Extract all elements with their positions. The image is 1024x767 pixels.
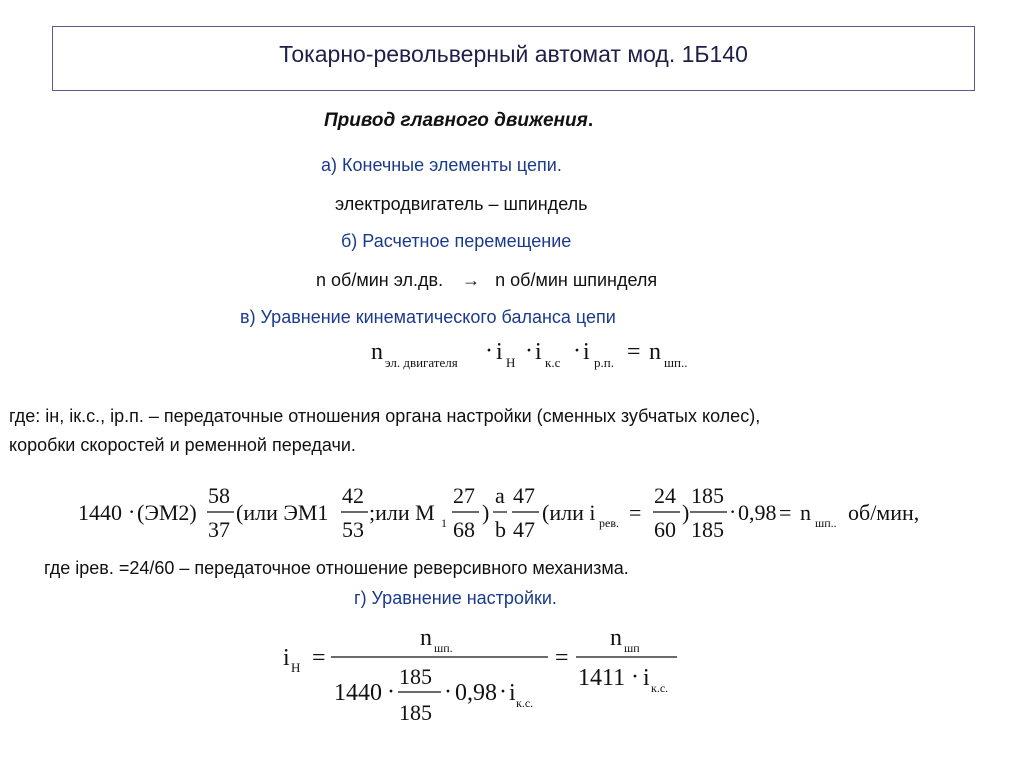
tdot-1: · [387, 679, 395, 705]
frac3-den: 68 [453, 517, 475, 542]
eq-2: = [555, 645, 569, 671]
where-text-2: коробки скоростей и ременной передачи. [9, 435, 356, 455]
eq-rev: = [629, 500, 642, 525]
i-ks-t: i [509, 680, 516, 706]
n-spindle: n [649, 339, 661, 365]
m1-subscript: 1 [441, 516, 447, 530]
tdot-2: · [444, 679, 452, 705]
ks-subscript-t: к.с. [516, 696, 534, 710]
where-rev-text: где iрев. =24/60 – передаточное отношение реверсивного механизма. [44, 558, 629, 578]
section-v-label: в) Уравнение кинематического баланса цепи [240, 307, 616, 327]
rev-subscript: рев. [599, 516, 619, 530]
close-paren-2: ) [682, 500, 690, 525]
section-g-label: г) Уравнение настройки. [354, 588, 557, 608]
b-detail-right: n об/мин шпинделя [495, 270, 658, 290]
heading-dot: . [587, 110, 594, 131]
i-ks: i [535, 339, 542, 365]
frac1-den: 37 [208, 517, 230, 542]
inner-frac-num: 185 [399, 664, 432, 689]
i-ks-t2: i [643, 665, 650, 691]
arrow-right-icon: → [462, 270, 481, 290]
where-text-1: где: iн, iк.с., iр.п. – передаточные отношения органа настройки (сменных зубчатых колес), [9, 406, 761, 426]
h-subscript-tuning: Н [291, 660, 301, 675]
ks-subscript: к.с [545, 355, 561, 370]
tdot-4: · [631, 664, 639, 690]
frac1-num: 58 [208, 483, 230, 508]
or-m1-text: ;или М [369, 500, 435, 525]
frac4-den: b [495, 517, 506, 542]
inner-frac-den: 185 [399, 700, 432, 725]
frac2-den: 53 [342, 517, 364, 542]
dot-2: · [525, 338, 533, 364]
spindle-subscript-1: шп. [434, 641, 453, 655]
n-spindle-num2: n [610, 625, 622, 651]
b-detail-left: n об/мин эл.дв. [316, 270, 444, 290]
equals-sign: = [627, 339, 641, 365]
dot-1: · [485, 338, 493, 364]
frac6-num: 24 [654, 483, 676, 508]
frac4-num: a [495, 483, 505, 508]
close-paren-1: ) [482, 500, 490, 525]
frac2-num: 42 [342, 483, 364, 508]
main-dot-1: · [128, 499, 136, 524]
const-1440: 1440 [78, 500, 122, 525]
i-rp: i [583, 339, 590, 365]
frac5-num: 47 [513, 483, 535, 508]
coef-098: 0,98 [738, 500, 777, 525]
heading-text: Привод главного движения [324, 110, 588, 131]
spindle-subscript-main: шп.. [815, 516, 837, 530]
i-h: i [496, 339, 503, 365]
section-a-detail: электродвигатель – шпиндель [335, 194, 588, 214]
tdot-3: · [499, 679, 507, 705]
or-irev-text: (или i [542, 500, 596, 525]
frac6-den: 60 [654, 517, 676, 542]
frac5-den: 47 [513, 517, 535, 542]
em2-text: (ЭМ2) [137, 500, 197, 525]
h-subscript: Н [506, 355, 516, 370]
motor-subscript: эл. двигателя [385, 355, 458, 370]
n-spindle-num1: n [420, 625, 432, 651]
frac3-num: 27 [453, 483, 475, 508]
section-a-label: а) Конечные элементы цепи. [321, 155, 562, 175]
i-h-tuning: i [283, 645, 290, 671]
coef-098-t: 0,98 [455, 680, 497, 706]
page-title: Токарно-револьверный автомат мод. 1Б140 [279, 41, 748, 67]
or-em1-text: (или ЭМ1 [236, 500, 329, 525]
dot-3: · [573, 338, 581, 364]
const-1440-t: 1440 [334, 680, 382, 706]
ks-subscript-t2: к.с. [651, 681, 669, 695]
unit-text: об/мин, [848, 500, 920, 525]
n-motor: n [371, 339, 383, 365]
eq-final: = [779, 500, 792, 525]
n-spindle-main: n [800, 500, 811, 525]
frac7-den: 185 [691, 517, 724, 542]
spindle-subscript: шп.. [664, 355, 688, 370]
spindle-subscript-2: шп [624, 641, 640, 655]
eq-1: = [312, 645, 326, 671]
const-1411: 1411 [578, 665, 626, 691]
main-dot-2: · [729, 499, 737, 524]
frac7-num: 185 [691, 483, 724, 508]
section-b-label: б) Расчетное перемещение [341, 231, 572, 251]
rp-subscript: р.п. [594, 355, 614, 370]
